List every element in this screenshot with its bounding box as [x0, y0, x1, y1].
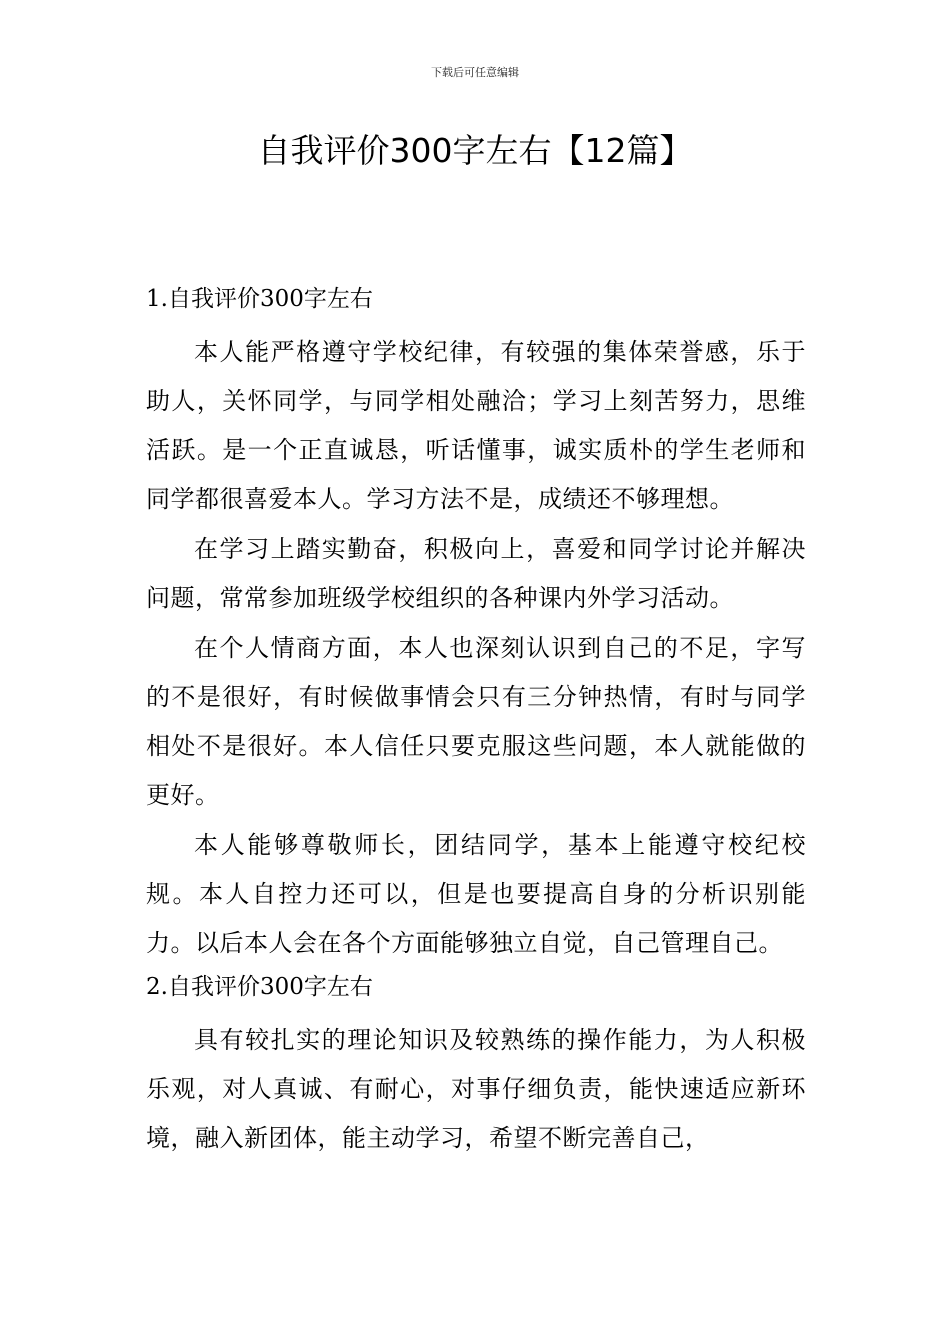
header-note: 下载后可任意编辑 [431, 66, 519, 79]
document-body [146, 280, 806, 1164]
section-heading: 2.自我评价300字左右 [146, 974, 373, 1000]
section-1 [146, 280, 806, 968]
paragraph: 在个人情商方面，本人也深刻认识到自己的不足，字写的不是很好，有时候做事情会只有三分钟热情，有时与同学相处不是很好。本人信任只要克服这些问题，本人就能做的更好。 [146, 634, 806, 809]
paragraph: 具有较扎实的理论知识及较熟练的操作能力，为人积极乐观，对人真诚、有耐心，对事仔细负责，能快速适应新环境，融入新团体，能主动学习，希望不断完善自己， [146, 1026, 806, 1152]
section-heading: 1.自我评价300字左右 [146, 286, 373, 312]
section-2 [146, 968, 806, 1163]
paragraph: 本人能够尊敬师长，团结同学，基本上能遵守校纪校规。本人自控力还可以，但是也要提高自身的分析识别能力。以后本人会在各个方面能够独立自觉，自己管理自己。 [146, 831, 806, 957]
paragraph: 本人能严格遵守学校纪律，有较强的集体荣誉感，乐于助人，关怀同学，与同学相处融洽；学习上刻苦努力，思维活跃。是一个正直诚恳，听话懂事，诚实质朴的学生老师和同学都很喜爱本人。学习方法不是，成绩还不够理想。 [146, 338, 806, 513]
document-title: 自我评价300字左右【12篇】 [257, 131, 693, 170]
paragraph: 在学习上踏实勤奋，积极向上，喜爱和同学讨论并解决问题，常常参加班级学校组织的各种课内外学习活动。 [146, 535, 806, 612]
